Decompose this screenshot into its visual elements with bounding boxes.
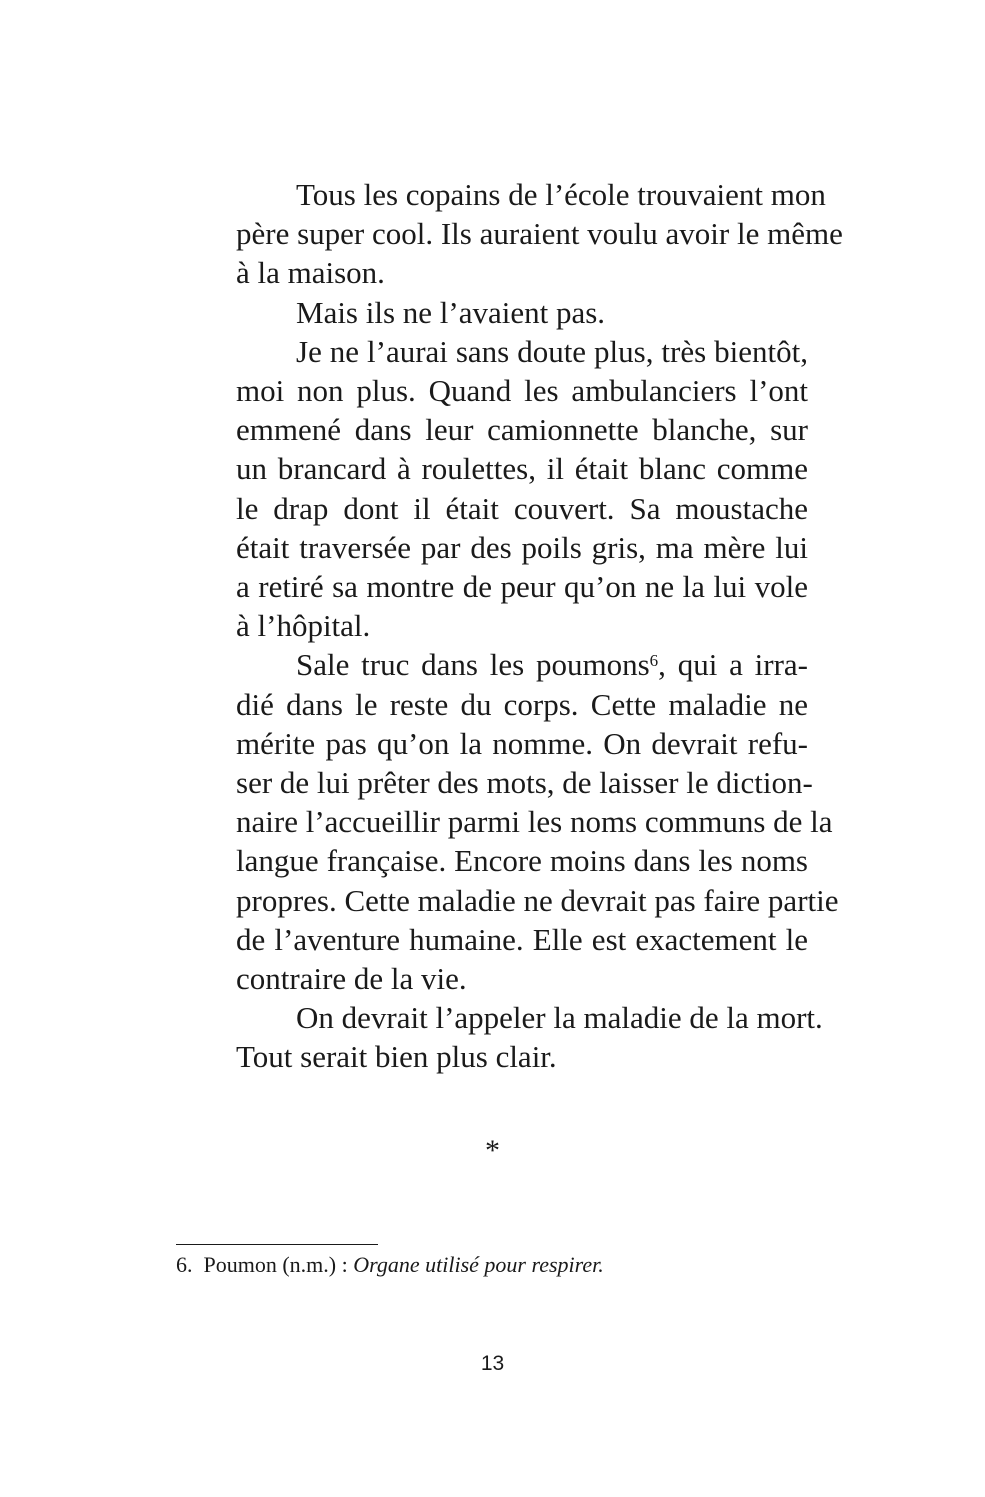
text-line: à l’hôpital. bbox=[236, 608, 371, 644]
section-break-asterisk: * bbox=[485, 1134, 500, 1167]
page-number: 13 bbox=[480, 1352, 505, 1375]
paragraph-5 bbox=[176, 998, 823, 1076]
text-line: était traversée par des poils gris, ma mère lui bbox=[236, 529, 808, 565]
text-line: contraire de la vie. bbox=[236, 961, 467, 997]
text-line: naire l’accueillir parmi les noms communs de la bbox=[236, 804, 833, 840]
footnote-reference: 6 bbox=[649, 651, 659, 671]
text-line-with-footnote-ref bbox=[236, 645, 808, 684]
text-line: Mais ils ne l’avaient pas. bbox=[296, 294, 606, 330]
text-fragment: Sale truc dans les poumons bbox=[296, 647, 650, 683]
text-line: dié dans le reste du corps. Cette maladie ne bbox=[236, 686, 808, 722]
body-text bbox=[176, 175, 843, 1077]
text-line: ser de lui prêter des mots, de laisser le diction- bbox=[236, 765, 813, 801]
paragraph-3 bbox=[176, 332, 808, 646]
text-line: emmené dans leur camionnette blanche, sur bbox=[236, 412, 808, 448]
footnote-number: 6. bbox=[176, 1252, 193, 1277]
text-fragment: , qui a irra- bbox=[658, 647, 808, 683]
paragraph-4 bbox=[176, 645, 839, 998]
text-line: père super cool. Ils auraient voulu avoir le même bbox=[236, 216, 843, 252]
paragraph-2 bbox=[176, 293, 808, 332]
text-line: propres. Cette maladie ne devrait pas faire partie bbox=[236, 882, 839, 918]
text-line: On devrait l’appeler la maladie de la mort. bbox=[296, 1000, 823, 1036]
text-line: le drap dont il était couvert. Sa moustache bbox=[236, 490, 808, 526]
footnote-divider bbox=[176, 1244, 378, 1245]
text-line: moi non plus. Quand les ambulanciers l’ont bbox=[236, 373, 808, 409]
footnote bbox=[176, 1250, 604, 1280]
paragraph-1 bbox=[176, 175, 843, 293]
text-line: mérite pas qu’on la nomme. On devrait refu- bbox=[236, 725, 808, 761]
text-line: Tous les copains de l’école trouvaient mon bbox=[296, 177, 826, 212]
text-line: a retiré sa montre de peur qu’on ne la lui vole bbox=[236, 569, 808, 605]
footnote-definition: Organe utilisé pour respirer. bbox=[353, 1252, 604, 1277]
text-line: à la maison. bbox=[236, 255, 385, 291]
text-line: un brancard à roulettes, il était blanc comme bbox=[236, 451, 808, 487]
footnote-term: Poumon (n.m.) : bbox=[203, 1252, 348, 1277]
text-line: Je ne l’aurai sans doute plus, très bientôt, bbox=[296, 333, 808, 369]
text-line: de l’aventure humaine. Elle est exactement le bbox=[236, 921, 808, 957]
text-line: langue française. Encore moins dans les noms bbox=[236, 843, 808, 879]
text-line: Tout serait bien plus clair. bbox=[236, 1039, 557, 1075]
